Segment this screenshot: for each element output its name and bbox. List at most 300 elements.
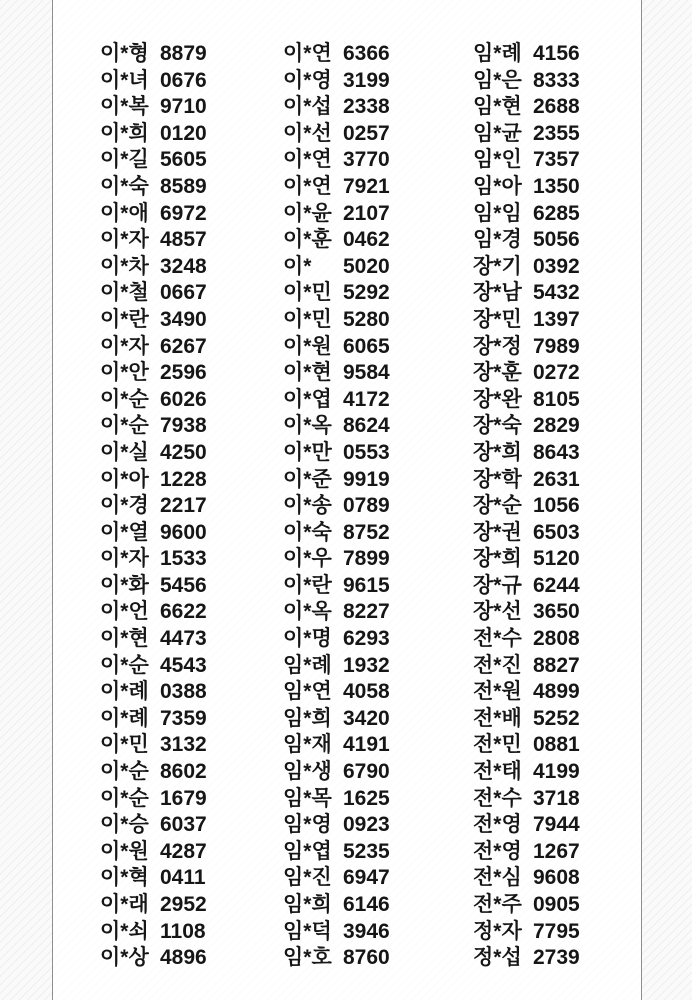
list-item: [100, 493, 283, 520]
winner-number: 9710: [160, 95, 207, 119]
list-item: [100, 732, 283, 759]
winner-name: 임*균: [473, 121, 522, 145]
winner-number: 5252: [533, 706, 580, 730]
winner-number: 0881: [533, 733, 580, 757]
winner-name: 장*기: [473, 254, 522, 278]
winner-number: 0392: [533, 254, 580, 278]
winner-name: 이*섭: [283, 95, 332, 119]
winner-number: 2338: [343, 95, 390, 119]
list-item: [283, 653, 473, 680]
list-item: [283, 94, 473, 121]
list-item: [473, 839, 633, 866]
winner-name: 장*남: [473, 281, 522, 305]
list-item: [473, 467, 633, 494]
winner-name: 이*송: [283, 494, 332, 518]
list-item: [473, 94, 633, 121]
list-item: [473, 706, 633, 733]
list-item: [473, 413, 633, 440]
winner-number: 7899: [343, 547, 390, 571]
list-item: [100, 68, 283, 95]
winner-number: 0272: [533, 361, 580, 385]
winner-name: 임*례: [473, 42, 522, 65]
winner-name: 이*철: [100, 281, 149, 305]
list-item: [100, 387, 283, 414]
list-item: [283, 227, 473, 254]
winner-number: 6026: [160, 387, 207, 411]
list-item: [283, 467, 473, 494]
list-item: [100, 653, 283, 680]
winner-name: 이*민: [283, 307, 332, 331]
list-item: [100, 121, 283, 148]
winner-name: 이*현: [100, 627, 149, 651]
winner-name: 이*윤: [283, 201, 332, 225]
list-item: [100, 360, 283, 387]
winner-name: 이*아: [100, 467, 149, 491]
list-item: [283, 786, 473, 813]
winner-name: 이*순: [100, 414, 149, 438]
winner-name: 이*훈: [283, 228, 332, 252]
winner-number: 4199: [533, 760, 580, 784]
winner-name: 임*연: [283, 680, 332, 704]
winner-name: 전*심: [473, 866, 522, 890]
winner-number: 3420: [343, 706, 390, 730]
winner-number: 8752: [343, 520, 390, 544]
list-item: [100, 892, 283, 919]
winner-number: 2808: [533, 627, 580, 651]
winner-number: 7359: [160, 706, 207, 730]
winner-name: 장*규: [473, 573, 522, 597]
list-item: [283, 280, 473, 307]
winner-number: 6065: [343, 334, 390, 358]
list-item: [283, 812, 473, 839]
winner-name: 이*란: [283, 573, 332, 597]
winner-number: 2739: [533, 946, 580, 970]
list-item: [100, 174, 283, 201]
list-item: [473, 732, 633, 759]
winner-number: 4896: [160, 946, 207, 970]
winner-number: 5120: [533, 547, 580, 571]
winner-name: 이*례: [100, 706, 149, 730]
winner-number: 9608: [533, 866, 580, 890]
winner-number: 0257: [343, 121, 390, 145]
list-item: [283, 865, 473, 892]
list-item: [100, 839, 283, 866]
winner-name: 전*영: [473, 839, 522, 863]
winner-name: 이*연: [283, 42, 332, 65]
winner-name: 이*연: [283, 148, 332, 172]
winner-number: 8105: [533, 387, 580, 411]
list-item: [473, 121, 633, 148]
winner-name: 정*자: [473, 919, 522, 943]
winner-number: 6293: [343, 627, 390, 651]
list-item: [100, 706, 283, 733]
list-item: [100, 546, 283, 573]
list-item: [473, 360, 633, 387]
winner-number: 2688: [533, 95, 580, 119]
winner-number: 5020: [343, 254, 390, 278]
winner-name: 이*안: [100, 361, 149, 385]
winner-number: 1108: [160, 919, 206, 943]
winner-number: 2829: [533, 414, 580, 438]
list-item: [473, 493, 633, 520]
winner-number: 6790: [343, 760, 390, 784]
winner-name: 전*수: [473, 786, 522, 810]
list-item: [100, 147, 283, 174]
winner-name: 이*열: [100, 520, 149, 544]
winner-number: 3770: [343, 148, 390, 172]
list-item: [100, 865, 283, 892]
list-item: [283, 254, 473, 281]
winner-name: 이*자: [100, 334, 149, 358]
list-item: [473, 41, 633, 68]
winner-number: 2107: [343, 201, 390, 225]
list-item: [283, 732, 473, 759]
winner-number: 4172: [343, 387, 390, 411]
winner-name: 전*원: [473, 680, 522, 704]
list-item: [283, 706, 473, 733]
winner-name: 이*연: [283, 174, 332, 198]
winner-number: 5456: [160, 573, 207, 597]
list-item: [283, 413, 473, 440]
winner-name: 이*승: [100, 813, 149, 837]
winner-name: 임*인: [473, 148, 522, 172]
list-item: [283, 41, 473, 68]
winner-name: 임*경: [473, 228, 522, 252]
list-item: [283, 759, 473, 786]
winner-name: 임*현: [473, 95, 522, 119]
winner-number: 0120: [160, 121, 207, 145]
winner-number: 4058: [343, 680, 390, 704]
list-item: [473, 387, 633, 414]
winner-number: 6267: [160, 334, 207, 358]
winner-number: 0667: [160, 281, 207, 305]
list-item: [473, 786, 633, 813]
winner-number: 6244: [533, 573, 580, 597]
list-item: [473, 892, 633, 919]
list-item: [473, 759, 633, 786]
list-item: [473, 334, 633, 361]
winner-number: 4191: [343, 733, 390, 757]
winner-number: 6366: [343, 42, 390, 65]
winner-number: 1625: [343, 786, 390, 810]
list-item: [473, 254, 633, 281]
winner-name: 전*태: [473, 760, 522, 784]
winner-name: 이*순: [100, 387, 149, 411]
winner-number: 3946: [343, 919, 390, 943]
winner-name: 이*형: [100, 42, 149, 65]
list-item: [100, 41, 283, 68]
winner-name: 이*순: [100, 760, 149, 784]
winner-number: 0553: [343, 440, 390, 464]
winners-list: [53, 0, 641, 972]
winner-number: 9584: [343, 361, 390, 385]
list-item: [283, 892, 473, 919]
list-item: [283, 493, 473, 520]
winner-name: 장*선: [473, 600, 522, 624]
list-item: [100, 201, 283, 228]
winner-number: 1679: [160, 786, 207, 810]
winner-number: 7795: [533, 919, 580, 943]
list-item: [100, 812, 283, 839]
winner-name: 임*덕: [283, 919, 332, 943]
winner-number: 5280: [343, 307, 390, 331]
list-item: [473, 174, 633, 201]
winner-number: 0676: [160, 68, 207, 92]
winner-number: 0789: [343, 494, 390, 518]
winner-name: 임*진: [283, 866, 332, 890]
winner-name: 임*아: [473, 174, 522, 198]
content-panel: [52, 0, 642, 1000]
winner-name: 전*수: [473, 627, 522, 651]
winner-number: 8333: [533, 68, 580, 92]
winner-number: 7944: [533, 813, 580, 837]
list-item: [473, 945, 633, 972]
winner-name: 임*목: [283, 786, 332, 810]
winner-name: 이*영: [283, 68, 332, 92]
winner-name: 이*: [283, 254, 312, 278]
winner-name: 이*만: [283, 440, 332, 464]
list-item: [283, 679, 473, 706]
winner-name: 이*녀: [100, 68, 149, 92]
winner-number: 3199: [343, 68, 390, 92]
list-item: [473, 599, 633, 626]
winner-number: 6503: [533, 520, 580, 544]
winner-number: 5056: [533, 228, 580, 252]
list-item: [100, 413, 283, 440]
winner-name: 이*민: [283, 281, 332, 305]
winner-name: 이*자: [100, 547, 149, 571]
list-item: [283, 147, 473, 174]
list-item: [100, 679, 283, 706]
winner-name: 이*숙: [100, 174, 149, 198]
winner-name: 이*애: [100, 201, 149, 225]
winner-name: 임*희: [283, 893, 332, 916]
winner-number: 2217: [160, 494, 207, 518]
list-item: [283, 919, 473, 946]
winner-number: 1267: [533, 839, 580, 863]
winner-number: 1056: [533, 494, 580, 518]
list-item: [473, 919, 633, 946]
winner-number: 4156: [533, 42, 580, 65]
list-item: [100, 440, 283, 467]
winner-name: 이*길: [100, 148, 149, 172]
list-item: [100, 94, 283, 121]
list-item: [283, 440, 473, 467]
winner-number: 9919: [343, 467, 390, 491]
winner-number: 8879: [160, 42, 207, 65]
winner-number: 5235: [343, 839, 390, 863]
list-item: [473, 546, 633, 573]
list-item: [473, 227, 633, 254]
winner-number: 0388: [160, 680, 207, 704]
list-item: [100, 334, 283, 361]
winner-number: 1932: [343, 653, 390, 677]
winner-number: 6146: [343, 893, 390, 916]
list-item: [100, 254, 283, 281]
list-item: [283, 520, 473, 547]
winner-name: 장*희: [473, 547, 522, 571]
winner-number: 6972: [160, 201, 207, 225]
winner-name: 전*배: [473, 706, 522, 730]
list-item: [473, 653, 633, 680]
winner-name: 이*쇠: [100, 919, 149, 943]
list-item: [100, 467, 283, 494]
winner-number: 0462: [343, 228, 390, 252]
winner-number: 4543: [160, 653, 207, 677]
list-item: [473, 307, 633, 334]
winner-name: 이*우: [283, 547, 332, 571]
list-item: [283, 334, 473, 361]
winner-number: 6285: [533, 201, 580, 225]
list-item: [283, 307, 473, 334]
winner-number: 4857: [160, 228, 207, 252]
list-item: [283, 360, 473, 387]
winner-name: 이*차: [100, 254, 149, 278]
winner-number: 3248: [160, 254, 207, 278]
winner-number: 3650: [533, 600, 580, 624]
winner-number: 5432: [533, 281, 580, 305]
winner-name: 이*란: [100, 307, 149, 331]
winner-number: 8643: [533, 440, 580, 464]
winner-number: 2596: [160, 361, 207, 385]
winner-name: 이*상: [100, 946, 149, 970]
list-item: [100, 626, 283, 653]
winner-number: 8827: [533, 653, 580, 677]
winner-name: 장*학: [473, 467, 522, 491]
winner-number: 1350: [533, 174, 580, 198]
list-item: [100, 786, 283, 813]
winner-number: 6037: [160, 813, 207, 837]
list-item: [283, 546, 473, 573]
winner-number: 2355: [533, 121, 580, 145]
winner-name: 장*권: [473, 520, 522, 544]
winner-number: 3132: [160, 733, 207, 757]
list-item: [283, 626, 473, 653]
winner-number: 1533: [160, 547, 207, 571]
list-item: [473, 440, 633, 467]
winner-number: 7357: [533, 148, 580, 172]
winner-number: 0411: [160, 866, 206, 890]
winner-name: 전*진: [473, 653, 522, 677]
list-item: [283, 387, 473, 414]
winner-name: 이*자: [100, 228, 149, 252]
winner-name: 전*민: [473, 733, 522, 757]
winner-name: 이*혁: [100, 866, 149, 890]
winner-name: 전*영: [473, 813, 522, 837]
winner-number: 2631: [533, 467, 580, 491]
winner-name: 임*희: [283, 706, 332, 730]
winner-name: 임*은: [473, 68, 522, 92]
winner-name: 장*정: [473, 334, 522, 358]
list-item: [283, 201, 473, 228]
winner-number: 9600: [160, 520, 207, 544]
winner-number: 9615: [343, 573, 390, 597]
winner-name: 이*옥: [283, 600, 332, 624]
list-item: [473, 626, 633, 653]
list-item: [283, 839, 473, 866]
winner-name: 이*원: [283, 334, 332, 358]
winner-number: 8624: [343, 414, 390, 438]
winner-number: 8227: [343, 600, 390, 624]
winner-name: 장*민: [473, 307, 522, 331]
winner-number: 2952: [160, 893, 207, 916]
winner-name: 이*례: [100, 680, 149, 704]
winner-name: 이*복: [100, 95, 149, 119]
winner-name: 임*재: [283, 733, 332, 757]
list-item: [473, 679, 633, 706]
winner-name: 장*숙: [473, 414, 522, 438]
winner-name: 임*영: [283, 813, 332, 837]
list-item: [473, 865, 633, 892]
winner-number: 4473: [160, 627, 207, 651]
winner-number: 4287: [160, 839, 207, 863]
list-item: [283, 174, 473, 201]
winner-name: 장*완: [473, 387, 522, 411]
winner-number: 1397: [533, 307, 580, 331]
list-item: [100, 227, 283, 254]
winner-name: 장*훈: [473, 361, 522, 385]
winner-name: 임*례: [283, 653, 332, 677]
winner-name: 이*래: [100, 893, 149, 916]
winners-column-1: [100, 41, 283, 972]
list-item: [473, 280, 633, 307]
winner-name: 이*희: [100, 121, 149, 145]
winner-name: 이*숙: [283, 520, 332, 544]
winner-name: 이*실: [100, 440, 149, 464]
winner-number: 3718: [533, 786, 580, 810]
winner-name: 이*준: [283, 467, 332, 491]
winner-name: 이*엽: [283, 387, 332, 411]
winners-column-2: [283, 41, 473, 972]
winner-name: 임*엽: [283, 839, 332, 863]
list-item: [100, 573, 283, 600]
winner-name: 이*옥: [283, 414, 332, 438]
list-item: [100, 520, 283, 547]
winner-name: 이*화: [100, 573, 149, 597]
list-item: [473, 147, 633, 174]
winner-name: 이*원: [100, 839, 149, 863]
list-item: [473, 520, 633, 547]
winner-number: 0923: [343, 813, 390, 837]
winner-number: 5292: [343, 281, 390, 305]
winner-name: 임*생: [283, 760, 332, 784]
list-item: [473, 68, 633, 95]
winner-name: 임*임: [473, 201, 522, 225]
winner-number: 4899: [533, 680, 580, 704]
list-item: [473, 573, 633, 600]
winner-name: 이*명: [283, 627, 332, 651]
list-item: [283, 68, 473, 95]
winner-number: 5605: [160, 148, 207, 172]
list-item: [100, 599, 283, 626]
winner-name: 정*섭: [473, 946, 522, 970]
winners-column-3: [473, 41, 633, 972]
winner-name: 전*주: [473, 893, 522, 916]
winner-number: 8760: [343, 946, 390, 970]
winner-name: 이*민: [100, 733, 149, 757]
winner-name: 이*경: [100, 494, 149, 518]
list-item: [283, 121, 473, 148]
winner-number: 4250: [160, 440, 207, 464]
winner-name: 이*현: [283, 361, 332, 385]
winner-name: 이*선: [283, 121, 332, 145]
list-item: [283, 945, 473, 972]
list-item: [473, 201, 633, 228]
winner-number: 6622: [160, 600, 207, 624]
winner-number: 8589: [160, 174, 207, 198]
winner-number: 3490: [160, 307, 207, 331]
winner-number: 7921: [343, 174, 390, 198]
